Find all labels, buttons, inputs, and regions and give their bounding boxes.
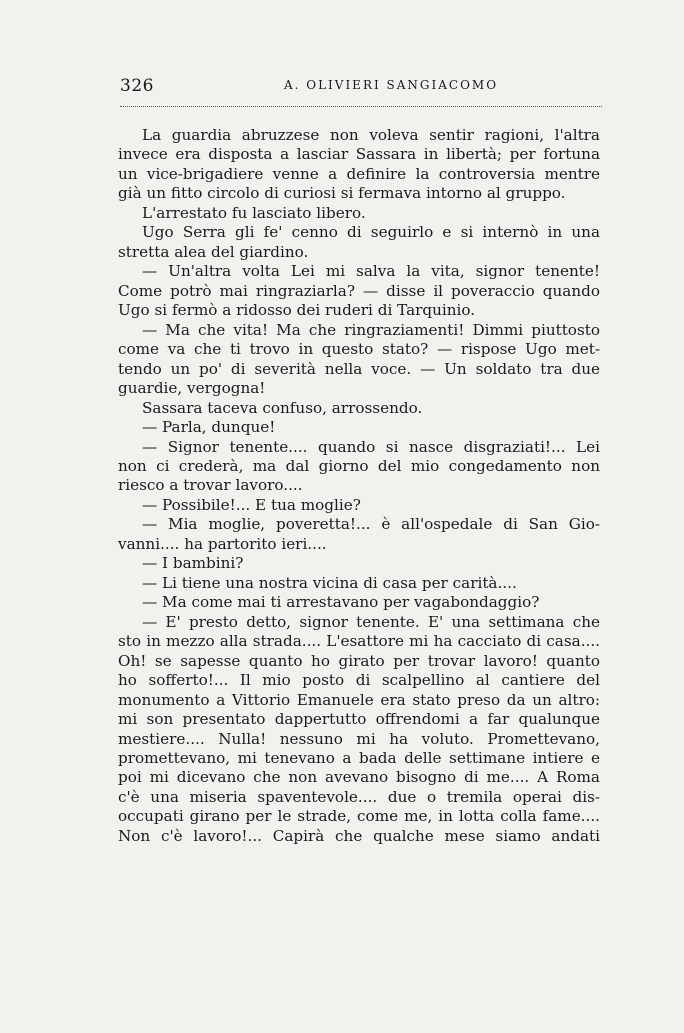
- text-line: tendo un po' di severità nella voce. — Un soldato tra due: [118, 359, 600, 378]
- text-line: mestiere.... Nulla! nessuno mi ha voluto. Promettevano,: [118, 729, 600, 748]
- text-line: — Signor tenente.... quando si nasce disgraziati!... Lei: [142, 437, 600, 456]
- text-line: — Parla, dunque!: [142, 418, 276, 437]
- text-line: un vice-brigadiere venne a definire la controversia mentre: [118, 164, 600, 183]
- text-line: guardie, vergogna!: [118, 379, 266, 398]
- text-line: — Li tiene una nostra vicina di casa per carità....: [142, 573, 517, 592]
- text-line: Sassara taceva confuso, arrossendo.: [142, 398, 423, 417]
- text-line: monumento a Vittorio Emanuele era stato preso da un altro:: [118, 690, 600, 709]
- text-line: invece era disposta a lasciar Sassara in libertà; per fortuna: [118, 145, 600, 164]
- running-head: A. OLIVIERI SANGIACOMO: [283, 78, 499, 92]
- text-line: Come potrò mai ringraziarla? — disse il poveraccio quando: [118, 281, 600, 300]
- text-line: — I bambini?: [142, 554, 244, 573]
- text-line: come va che ti trovo in questo stato? — rispose Ugo met-: [118, 340, 600, 359]
- text-line: poi mi dicevano che non avevano bisogno di me.... A Roma: [118, 768, 600, 787]
- text-line: stretta alea del giardino.: [118, 242, 309, 261]
- header-rule: [120, 106, 602, 107]
- text-line: sto in mezzo alla strada.... L'esattore mi ha cacciato di casa....: [118, 632, 600, 651]
- text-line: promettevano, mi tenevano a bada delle settimane intiere e: [118, 749, 600, 767]
- page-header: [120, 76, 602, 104]
- page-number: 326: [120, 76, 154, 96]
- text-line: — Ma che vita! Ma che ringraziamenti! Dimmi piuttosto: [142, 320, 600, 339]
- text-line: non ci crederà, ma dal giorno del mio congedamento non: [118, 456, 600, 475]
- body-text: [118, 126, 600, 846]
- text-line: occupati girano per le strade, come me, in lotta colla fame....: [118, 807, 600, 826]
- text-line: Non c'è lavoro!... Capirà che qualche mese siamo andati: [118, 826, 600, 845]
- text-line: L'arrestato fu lasciato libero.: [142, 203, 366, 222]
- text-line: — Possibile!... E tua moglie?: [142, 495, 361, 514]
- text-line: — Ma come mai ti arrestavano per vagabondaggio?: [142, 593, 540, 612]
- text-line: Oh! se sapesse quanto ho girato per trovar lavoro! quanto: [118, 651, 600, 670]
- text-line: ho sofferto!... Il mio posto di scalpellino al cantiere del: [118, 671, 600, 690]
- text-line: — Un'altra volta Lei mi salva la vita, signor tenente!: [142, 262, 600, 281]
- text-line: già un fitto circolo di curiosi si fermava intorno al gruppo.: [118, 184, 566, 203]
- text-line: mi son presentato dappertutto offrendomi a far qualunque: [118, 710, 600, 729]
- text-line: vanni.... ha partorito ieri....: [118, 534, 327, 553]
- text-line: Ugo si fermò a ridosso dei ruderi di Tarquinio.: [118, 301, 476, 320]
- text-line: c'è una miseria spaventevole.... due o tremila operai dis-: [118, 787, 600, 806]
- text-line: — E' presto detto, signor tenente. E' una settimana che: [142, 612, 600, 631]
- text-line: La guardia abruzzese non voleva sentir ragioni, l'altra: [142, 126, 600, 144]
- text-line: — Mia moglie, poveretta!... è all'ospedale di San Gio-: [142, 515, 600, 534]
- text-line: riesco a trovar lavoro....: [118, 476, 303, 495]
- text-line: Ugo Serra gli fe' cenno di seguirlo e si internò in una: [142, 223, 600, 242]
